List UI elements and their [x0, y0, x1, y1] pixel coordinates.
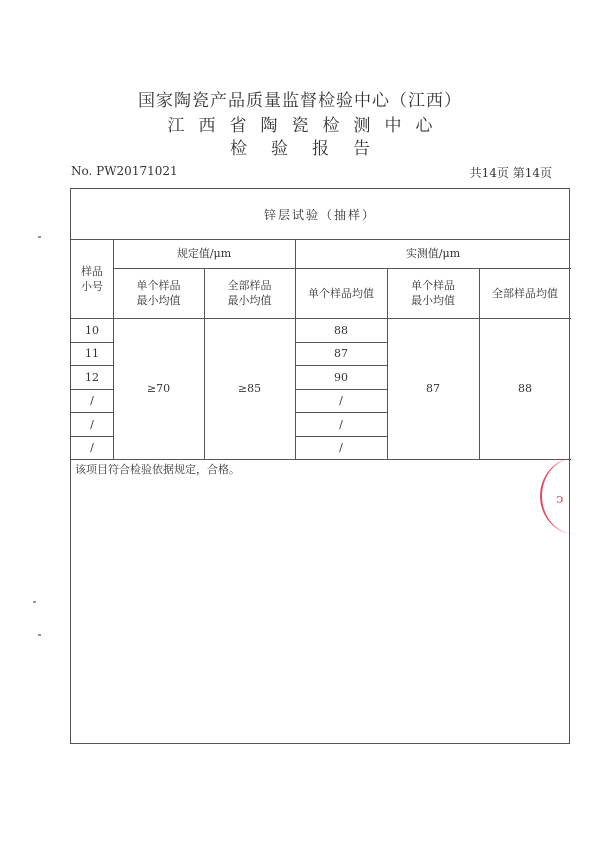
meas-single-avg-cell: 88 — [334, 323, 348, 337]
sample-no-cell: / — [90, 394, 94, 407]
header-measured-group: 实测值/μm — [405, 247, 461, 260]
header-spec-single-min: 单个样品 最小均值 — [136, 279, 181, 307]
meas-single-min-value: 87 — [426, 382, 440, 395]
sample-no-cell: / — [90, 441, 94, 454]
table-title: 锌层试验（抽样） — [71, 189, 569, 240]
meas-single-avg-cell: / — [339, 394, 343, 407]
red-seal-edge — [540, 458, 600, 534]
sample-no-cell: 11 — [85, 347, 99, 360]
meas-all-avg-value: 88 — [518, 382, 532, 395]
sample-no-cell: 10 — [85, 323, 99, 337]
spec-all-min-value: ≥85 — [237, 382, 262, 395]
header-spec-all-min: 全部样品 最小均值 — [227, 279, 272, 307]
scan-speck — [38, 236, 41, 238]
header-org-name: 国家陶瓷产品质量监督检验中心（江西） — [138, 91, 462, 111]
meas-single-avg-cell: / — [339, 441, 343, 454]
zinc-layer-table — [71, 239, 569, 459]
report-number: No. PW20171021 — [71, 164, 178, 178]
scan-speck — [38, 634, 41, 636]
meas-single-avg-cell: 90 — [334, 370, 348, 384]
conclusion-remark: 该项目符合检验依据规定，合格。 — [75, 463, 240, 476]
scan-speck — [33, 601, 36, 603]
header-meas-single-min: 单个样品 最小均值 — [411, 279, 455, 307]
header-sample-no: 样品 小号 — [81, 264, 103, 293]
meas-single-avg-cell: 87 — [334, 347, 348, 360]
header-spec-group: 规定值/μm — [176, 247, 232, 260]
spec-single-min-value: ≥70 — [146, 382, 171, 395]
meas-single-avg-cell: / — [339, 417, 343, 431]
header-report-title: 检验报告 — [230, 139, 394, 159]
header-meas-all-avg: 全部样品均值 — [492, 286, 558, 300]
page-indicator: 共14页 第14页 — [469, 166, 552, 180]
report-sheet — [70, 188, 570, 744]
header-meas-single-avg: 单个样品均值 — [308, 286, 374, 300]
sample-no-cell: 12 — [85, 370, 99, 384]
seal-mark: ↄ — [556, 492, 564, 507]
header-center-name: 江西省陶瓷检测中心 — [167, 116, 447, 136]
sample-no-cell: / — [90, 417, 94, 431]
